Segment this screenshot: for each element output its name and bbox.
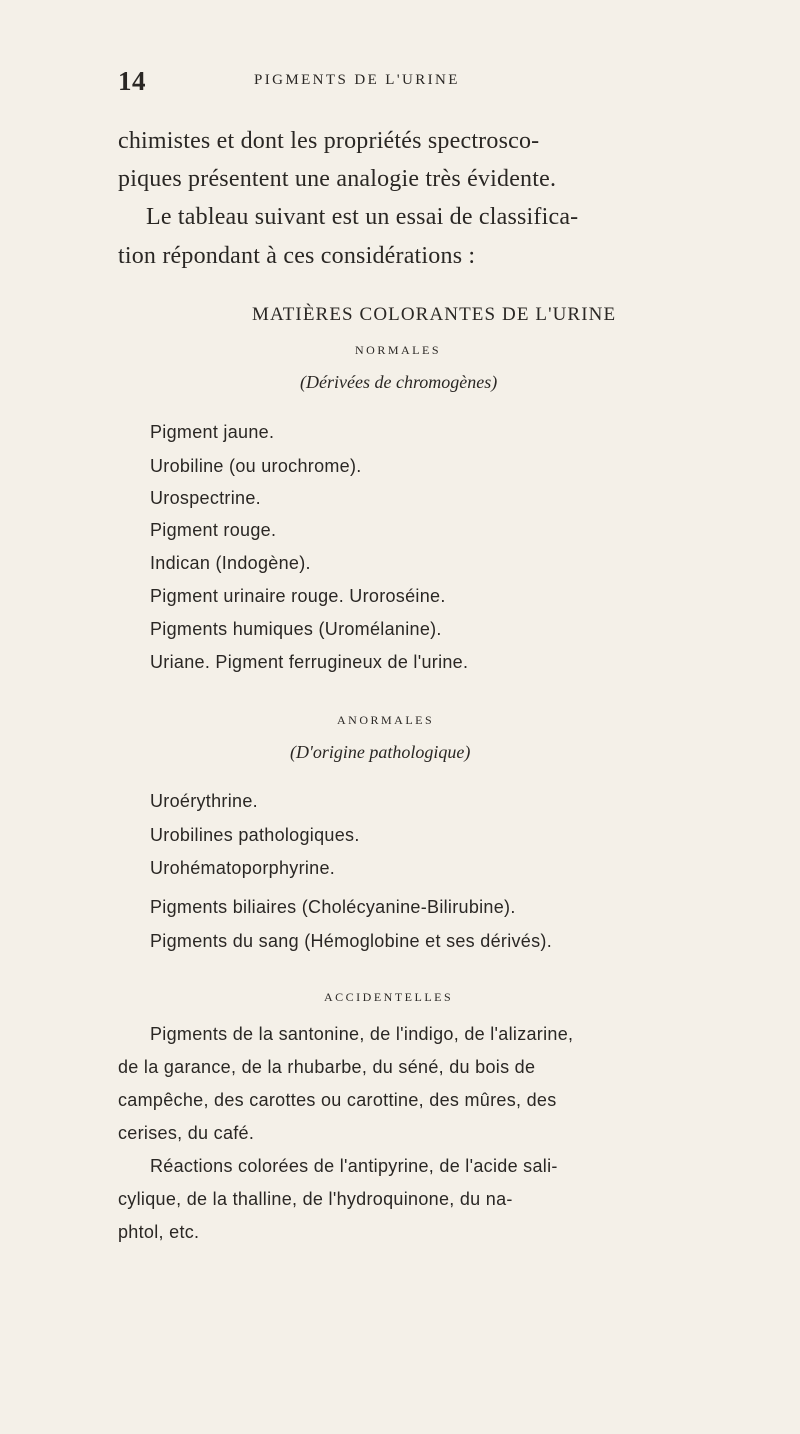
section-heading-abnormal: ANORMALES xyxy=(337,713,435,727)
accidental-line: cerises, du café. xyxy=(118,1123,255,1143)
intro-line-1: chimistes et dont les propriétés spectrosco- xyxy=(118,128,540,154)
normal-item: Pigment urinaire rouge. Uroroséine. xyxy=(150,586,446,606)
normal-item: Urospectrine. xyxy=(150,488,261,508)
accidental-line: Réactions colorées de l'antipyrine, de l'acide sali- xyxy=(150,1156,558,1176)
intro-line-4: tion répondant à ces considérations : xyxy=(118,243,476,269)
intro-line-2: piques présentent une analogie très évidente. xyxy=(118,166,557,192)
normal-item: Pigments humiques (Uromélanine). xyxy=(150,619,442,639)
intro-line-3: Le tableau suivant est un essai de classifica- xyxy=(146,204,579,230)
normal-item: Uriane. Pigment ferrugineux de l'urine. xyxy=(150,652,469,672)
abnormal-item: Urobilines pathologiques. xyxy=(150,825,360,845)
running-head: PIGMENTS DE L'URINE xyxy=(254,72,460,88)
page-number: 14 xyxy=(118,66,146,96)
normal-item: Indican (Indogène). xyxy=(150,553,311,573)
normal-item: Pigment rouge. xyxy=(150,520,277,540)
accidental-line: de la garance, de la rhubarbe, du séné, du bois de xyxy=(118,1057,536,1077)
accidental-line: phtol, etc. xyxy=(118,1222,200,1242)
accidental-line: Pigments de la santonine, de l'indigo, de l'alizarine, xyxy=(150,1024,574,1044)
normal-item: Urobiline (ou urochrome). xyxy=(150,456,362,476)
section-heading-accidental: ACCIDENTELLES xyxy=(324,990,454,1004)
abnormal-item: Uroérythrine. xyxy=(150,791,258,811)
abnormal-item: Urohématoporphyrine. xyxy=(150,858,336,878)
section-subheading-normal: (Dérivées de chromogènes) xyxy=(300,372,498,392)
section-heading-normal: NORMALES xyxy=(355,343,442,357)
abnormal-item: Pigments du sang (Hémoglobine et ses dérivés). xyxy=(150,931,552,951)
accidental-line: cylique, de la thalline, de l'hydroquinone, du na- xyxy=(118,1189,513,1209)
abnormal-item: Pigments biliaires (Cholécyanine-Bilirubine). xyxy=(150,897,516,917)
normal-item: Pigment jaune. xyxy=(150,422,275,442)
table-title: MATIÈRES COLORANTES DE L'URINE xyxy=(252,304,617,325)
section-subheading-abnormal: (D'origine pathologique) xyxy=(290,742,471,762)
accidental-line: campêche, des carottes ou carottine, des mûres, des xyxy=(118,1090,557,1110)
